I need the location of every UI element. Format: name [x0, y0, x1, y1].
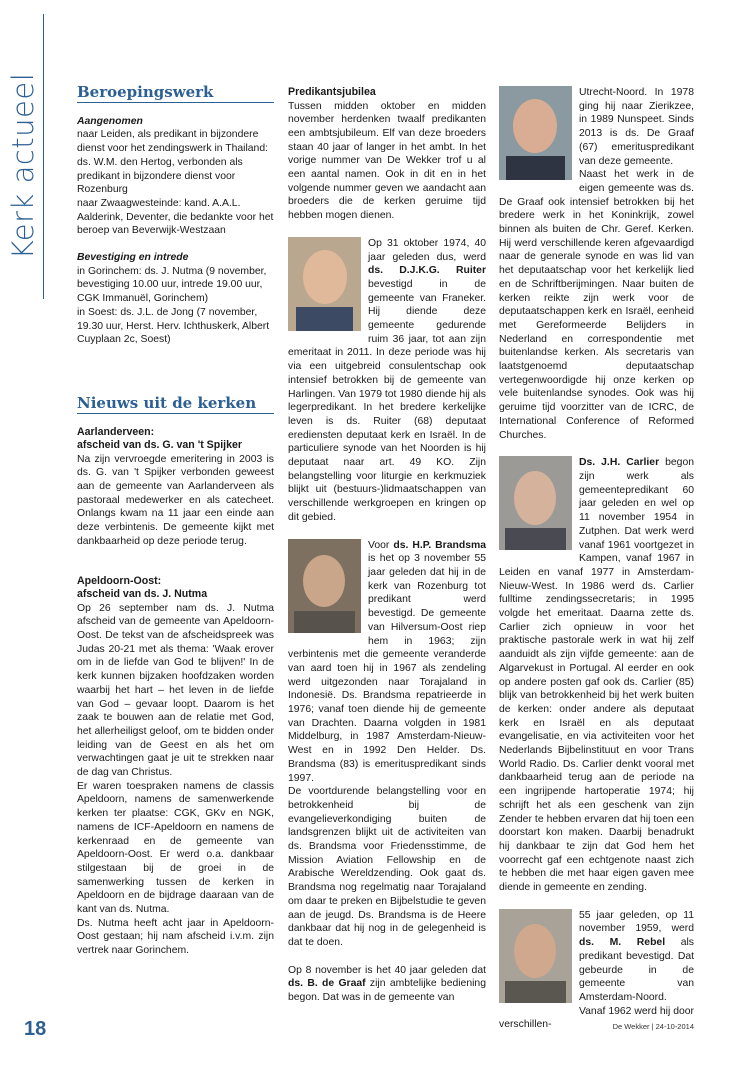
aangenomen-item: naar Zwaagwesteinde: kand. A.A.L. Aalderink, Deventer, die bedankte voor het beroep van Beverwijk-Westzaan: [77, 197, 274, 237]
news-text: Er waren toespraken namens de classis Apeldoorn, namens de samenwerkende kerken ter plaatse: CGK, GKv en NGK, namens de ICF-Apeldoorn en namens de kerkenraad en de gemeente van Apeldoorn-Oost. Er werd o.a. dankbaar stilgestaan bij de groei in de samenwerking tussen de kerken in Apeldoorn en de bijdrage daaraan van de kant van ds. Nutma.: [77, 780, 274, 916]
rebel-text: 55 jaar geleden, op 11 november 1959, werd ds. M. Rebel als predikant bevestigd. Dat gebeurde in de gemeente van Amsterdam-Noord. Vanaf 1962 werd hij door verschillen-: [499, 909, 694, 1031]
news-subheading: afscheid van ds. G. van 't Spijker: [77, 439, 243, 452]
graaf-text-2: Naast het werk in de eigen gemeente was ds. De Graaf ook intensief betrokken bij het bredere werk in het Koninkrijk, zowel binnen als buiten de Chr. Geref. Kerken. Hij werd verschillende keren afgevaardigd naar de generale synode en was lid van het deputaatschap voor het kerkelijk lied en de Schriftberijmingen. Naar buiten de kerken reikte zijn werk voor de deputaatschappen kerk en Israël, eenheid met Gereformeerde Belijders in Nederland en correspondentie met buitenlandse kerken. Als secretaris van laatstgenoemd deputaatschap vertegenwoordigde hij onze kerken op vele buitenlandse synodes. Ook was hij geruime tijd voorzitter van de ICRC, de International Conference of Reformed Churches.: [499, 169, 694, 441]
brandsma-text: Voor ds. H.P. Brandsma is het op 3 november 55 jaar geleden dat hij in de kerk van Rozenburg tot predikant werd bevestigd. De gemeente van Hilversum-Oost riep hem in 1963; zijn verbintenis met die gemeente veranderde van aard toen hij in 1967 als zendeling werd uitgezonden naar Torajaland in Indonesië. Ds. Brandsma repatrieerde in 1976; vanaf toen diende hij de gemeente van Drachten. Daarna volgden in 1981 Middelburg, in 1987 Amsterdam-Nieuw-West en in 1992 Den Helder. Ds. Brandsma (83) is emerituspredikant sinds 1997.: [288, 539, 486, 784]
portrait-de-graaf: [499, 86, 572, 180]
page-number: 18: [24, 1018, 47, 1040]
portrait-carlier: [499, 456, 572, 550]
aangenomen-heading: Aangenomen: [77, 115, 143, 127]
nieuws-title: Nieuws uit de kerken: [77, 397, 274, 414]
jubilea-heading: Predikantsjubilea: [288, 86, 376, 98]
news-text: Ds. Nutma heeft acht jaar in Apeldoorn-Oost gestaan; hij nam afscheid i.v.m. zijn vertrek naar Gorinchem.: [77, 917, 274, 957]
portrait-ruiter: [288, 237, 361, 331]
section-label: Kerk actueel: [6, 72, 40, 260]
carlier-text: Ds. J.H. Carlier begon zijn werk als gemeentepredikant 60 jaar geleden en wel op 11 november 1954 in Zutphen. Dat werk werd vanaf 1961 voortgezet in Kampen, vanaf 1967 in Leiden en vanaf 1977 in Amsterdam-Nieuw-West. In 1986 werd ds. Carlier fulltime zendingssecretaris; in 1995 volgde het emeritaat. Daarna zette ds. Carlier zich opnieuw in voor het praktische pastorale werk in wat hij zelf aanduidt als zijn vijfde gemeente: aan de Algarvekust in Portugal. Al eerder en ook op andere posten gaf ook ds. Carlier (85) blijk van betrokkenheid bij het werk buiten de kerken: onder andere als deputaat kerk en Israël en als deputaat evangelisatie, en via activiteiten voor het Nederlands Bijbelinstituut en voor Trans World Radio. Ds. Carlier denkt vooral met dankbaarheid terug aan de periode na een ingrijpende hartoperatie 1974; hij schrijft het als een geschenk van zijn Zender te hebben ervaren dat hij toen een doorstart kon maken. Daarbij benadrukt hij dankbaar te zijn dat God hem het voorrecht gaf een echtgenote naast zich te hebben die met haar eigen gaven mee diende in gemeente en zending.: [499, 457, 695, 894]
portrait-rebel: [499, 909, 572, 1003]
news-heading: Aarlanderveen:: [77, 425, 155, 438]
aangenomen-item: naar Leiden, als predikant in bijzondere dienst voor het zendingswerk in Thailand: ds. W.M. den Hertog, verbonden als predikant in bijzondere dienst voor Rozenburg: [77, 129, 268, 196]
bevestiging-item: in Gorinchem: ds. J. Nutma (9 november, bevestiging 10.00 uur, intrede 19.00 uur, CGK Immanuël, Gorinchem): [77, 265, 267, 305]
news-heading: Apeldoorn-Oost:: [77, 574, 162, 587]
news-text: Na zijn vervroegde emeritering in 2003 is ds. G. van 't Spijker verbonden geweest aan de gemeente van Aarlanderveen als pastoraal medewerker en als catecheet. Onlangs kwam na 11 jaar een einde aan deze verbintenis. De gemeente kijkt met dankbaarheid op deze periode terug.: [77, 453, 274, 547]
news-subheading: afscheid van ds. J. Nutma: [77, 588, 208, 601]
bevestiging-item: in Soest: ds. J.L. de Jong (7 november, 19.30 uur, Herst. Herv. Ichthuskerk, Albert Cuyplaan 2c, Soest): [77, 306, 270, 346]
beroepingswerk-title: Beroepingswerk: [77, 86, 274, 103]
ruiter-text: Op 31 oktober 1974, 40 jaar geleden dus, werd ds. D.J.K.G. Ruiter bevestigd in de gemeente van Franeker. Hij diende deze gemeente gedurende ruim 36 jaar, tot aan zijn emeritaat in 2011. In deze periode was hij via een uitgebreid consulentschap ook intensief betrokken bij de gemeente van Harlingen. Van 1979 tot 1980 diende hij als legerpredikant. In het bredere kerkelijke leven is ds. Ruiter (68) deputaat erediensten deputaat kerk en Israël. In de particuliere synode van het Noorden is hij deputaat naar art. 49 KO. Zijn belangstelling voor liturgie en kerkmuziek blijkt uit (bestuurs-)lidmaatschappen van verschillende werkgroepen en kringen op dit gebied.: [288, 237, 486, 523]
column-left: [77, 83, 274, 958]
footer-text: De Wekker | 24-10-2014: [612, 1022, 694, 1031]
section-rule: [43, 14, 44, 299]
brandsma-text-2: De voortdurende belangstelling voor en betrokkenheid bij de evangelieverkondiging buiten de landsgrenzen blijkt uit de activiteiten van ds. Brandsma voor Friedensstimme, de Mission Aviation Fellowship en de Arabische Wereldzending. Ook gaat ds. Brandsma nog regelmatig naar Torajaland om daar te preken en Bijbelstudie te geven aan de jeugd. Ds. Brandsma is de Heere dankbaar dat hij nog in de gelegenheid is dat te doen.: [288, 786, 486, 948]
portrait-brandsma: [288, 539, 361, 633]
jubilea-intro: Tussen midden oktober en midden november herdenken twaalf predikanten een ambtsjubileum. Elf van deze broeders staan 40 jaar of langer in het ambt. In het vorige nummer van De Wekker trof u al een aantal namen. Ook in dit en in het volgende nummer geven we aandacht aan broeders die de kerken geruime tijd hebben mogen dienen.: [288, 100, 486, 222]
column-right: [499, 86, 694, 1032]
bevestiging-heading: Bevestiging en intrede: [77, 252, 189, 264]
graaf-continued: Utrecht-Noord. In 1978 ging hij naar Zierikzee, in 1989 Nunspeet. Sinds 2013 is ds. De Graaf (67) emerituspredikant van deze gemeente.: [579, 87, 694, 167]
graaf-text: Op 8 november is het 40 jaar geleden dat ds. B. de Graaf zijn ambtelijke bediening begon. Dat was in de gemeente van: [288, 964, 486, 1004]
news-text: Op 26 september nam ds. J. Nutma afscheid van de gemeente van Apeldoorn-Oost. De tekst van de afscheidspreek was Judas 20-21 met als thema: 'Waak erover om in de liefde van God te blijven!' In de kerk kunnen bijzaken hoofdzaken worden waarbij het hart – het leven in de liefde van God – gevaar loopt. Daarom is het zaak te bouwen aan de relatie met God, het allerheiligst geloof, om te bidden onder leiding van de Geest en als het om verwachtingen gaat je uit te strekken naar de dag van Christus.: [77, 602, 274, 779]
column-middle: [288, 86, 486, 1005]
